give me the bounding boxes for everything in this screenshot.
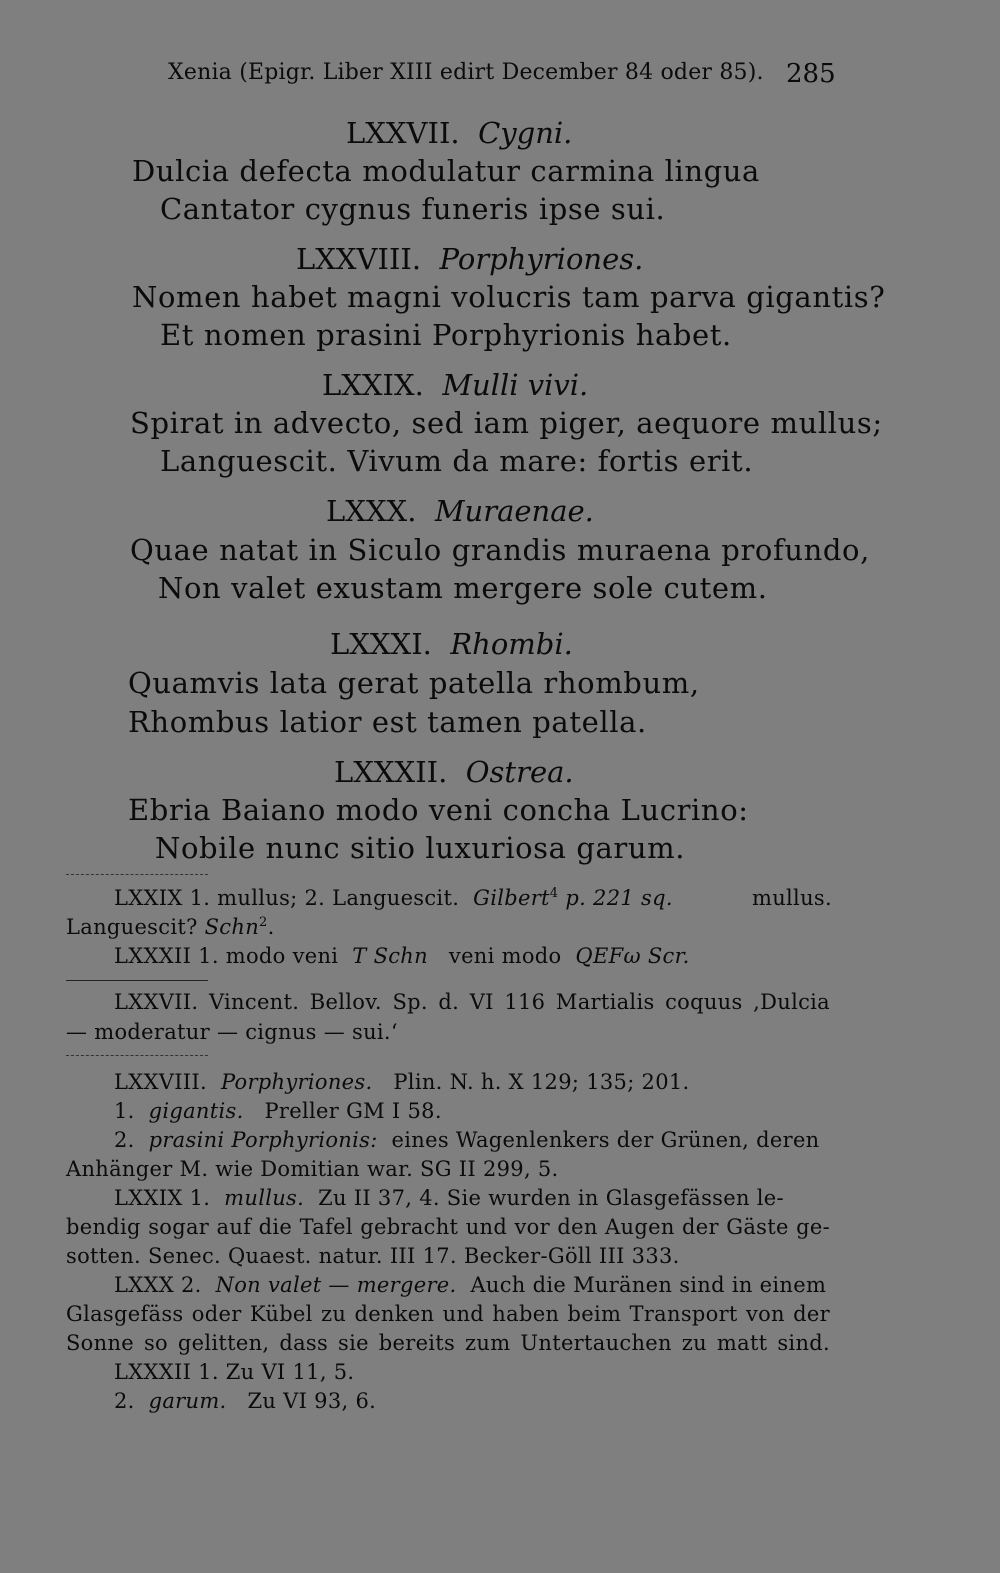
commentary-lemma: gigantis. (148, 1099, 244, 1123)
section-rule (66, 980, 208, 981)
poem-numeral: LXXIX. (322, 368, 424, 402)
verse-line: Nomen habet magni volucris tam parva gigantis? (132, 280, 886, 314)
commentary-text: 1. (114, 1099, 135, 1123)
poem-numeral: LXXVII. (346, 116, 460, 150)
apparatus-line (66, 915, 275, 939)
source-note-line: — moderatur — cignus — sui.‘ (66, 1020, 398, 1044)
poem-numeral: LXXX. (326, 494, 417, 528)
commentary-lemma: Porphyriones. (220, 1070, 373, 1094)
commentary-line: LXXXII 1. Zu VI 11, 5. (114, 1360, 355, 1384)
apparatus-text: mullus. (752, 886, 832, 910)
poem-numeral: LXXXI. (330, 627, 432, 661)
apparatus-sup: 2 (259, 915, 268, 930)
commentary-text: 2. (114, 1389, 135, 1413)
poem-title: Muraenae. (434, 494, 594, 528)
poem-heading (330, 627, 573, 661)
commentary-text: LXXIX 1. (114, 1186, 211, 1210)
apparatus-siglum: T Schn (352, 944, 428, 968)
apparatus-siglum: Gilbert (473, 886, 550, 910)
commentary-lemma: garum. (148, 1389, 227, 1413)
verse-line: Non valet exustam mergere sole cutem. (158, 571, 768, 605)
verse-line: Ebria Baiano modo veni concha Lucrino: (128, 793, 749, 827)
verse-line: Et nomen prasini Porphyrionis habet. (160, 318, 732, 352)
apparatus-line (114, 886, 673, 910)
commentary-line: Sonne so gelitten, dass sie bereits zum Untertauchen zu matt sind. (66, 1331, 830, 1355)
poem-heading (322, 368, 588, 402)
verse-line: Quamvis lata gerat patella rhombum, (128, 666, 700, 700)
apparatus-siglum: QEFω Scr. (575, 944, 690, 968)
section-rule (66, 874, 208, 875)
commentary-text: Zu II 37, 4. Sie wurden in Glasgefässen le- (318, 1186, 784, 1210)
poem-heading (334, 755, 574, 789)
poem-heading (296, 242, 643, 276)
verse-line: Rhombus latior est tamen patella. (128, 705, 647, 739)
apparatus-line (114, 944, 690, 968)
poem-heading (326, 494, 594, 528)
commentary-lemma: prasini Porphyrionis: (148, 1128, 378, 1152)
commentary-line: bendig sogar auf die Tafel gebracht und vor den Augen der Gäste ge- (66, 1215, 830, 1239)
poem-heading (346, 116, 572, 150)
poem-numeral: LXXVIII. (296, 242, 422, 276)
poem-title: Porphyriones. (439, 242, 644, 276)
verse-line: Spirat in advecto, sed iam piger, aequore mullus; (130, 406, 883, 440)
verse-line: Languescit. Vivum da mare: fortis erit. (160, 444, 754, 478)
apparatus-text: LXXXII 1. modo veni (114, 944, 339, 968)
page-number: 285 (786, 59, 836, 89)
commentary-text: LXXX 2. (114, 1273, 202, 1297)
commentary-line (114, 1099, 442, 1123)
poem-title: Ostrea. (465, 755, 574, 789)
apparatus-siglum: Schn (204, 915, 260, 939)
commentary-line: Anhänger M. wie Domitian war. SG II 299, 5. (66, 1157, 559, 1181)
poem-title: Mulli vivi. (442, 368, 589, 402)
commentary-text: eines Wagenlenkers der Grünen, deren (391, 1128, 820, 1152)
running-title: Xenia (Epigr. Liber XIII edirt December 84 oder 85). (168, 60, 764, 85)
commentary-lemma: mullus. (224, 1186, 305, 1210)
commentary-line: sotten. Senec. Quaest. natur. III 17. Becker-Göll III 333. (66, 1244, 680, 1268)
poem-title: Cygni. (478, 116, 573, 150)
verse-line: Nobile nunc sitio luxuriosa garum. (155, 831, 686, 865)
commentary-line (114, 1273, 826, 1297)
apparatus-text: veni modo (448, 944, 562, 968)
commentary-text: Zu VI 93, 6. (247, 1389, 377, 1413)
apparatus-sup: 4 (549, 886, 559, 901)
apparatus-text: . (267, 915, 275, 939)
commentary-line (114, 1186, 784, 1210)
poem-numeral: LXXXII. (334, 755, 448, 789)
commentary-line (114, 1389, 376, 1413)
commentary-line (114, 1128, 820, 1152)
commentary-text: Auch die Muränen sind in einem (470, 1273, 827, 1297)
verse-line: Quae natat in Siculo grandis muraena profundo, (130, 533, 870, 567)
commentary-lemma: Non valet — mergere. (215, 1273, 457, 1297)
commentary-text: Preller GM I 58. (264, 1099, 442, 1123)
commentary-text: Plin. N. h. X 129; 135; 201. (393, 1070, 690, 1094)
apparatus-text: LXXIX 1. mullus; 2. Languescit. (114, 886, 460, 910)
section-rule (66, 1055, 208, 1056)
commentary-line (114, 1070, 690, 1094)
verse-line: Cantator cygnus funeris ipse sui. (160, 192, 666, 226)
apparatus-text: Languescit? (66, 915, 198, 939)
source-note-line: LXXVII. Vincent. Bellov. Sp. d. VI 116 Martialis coquus ,Dulcia (114, 990, 830, 1014)
apparatus-ref: p. 221 sq. (565, 886, 673, 910)
verse-line: Dulcia defecta modulatur carmina lingua (132, 154, 760, 188)
commentary-line: Glasgefäss oder Kübel zu denken und haben beim Transport von der (66, 1302, 830, 1326)
commentary-text: 2. (114, 1128, 135, 1152)
poem-title: Rhombi. (450, 627, 573, 661)
commentary-text: LXXVIII. (114, 1070, 207, 1094)
